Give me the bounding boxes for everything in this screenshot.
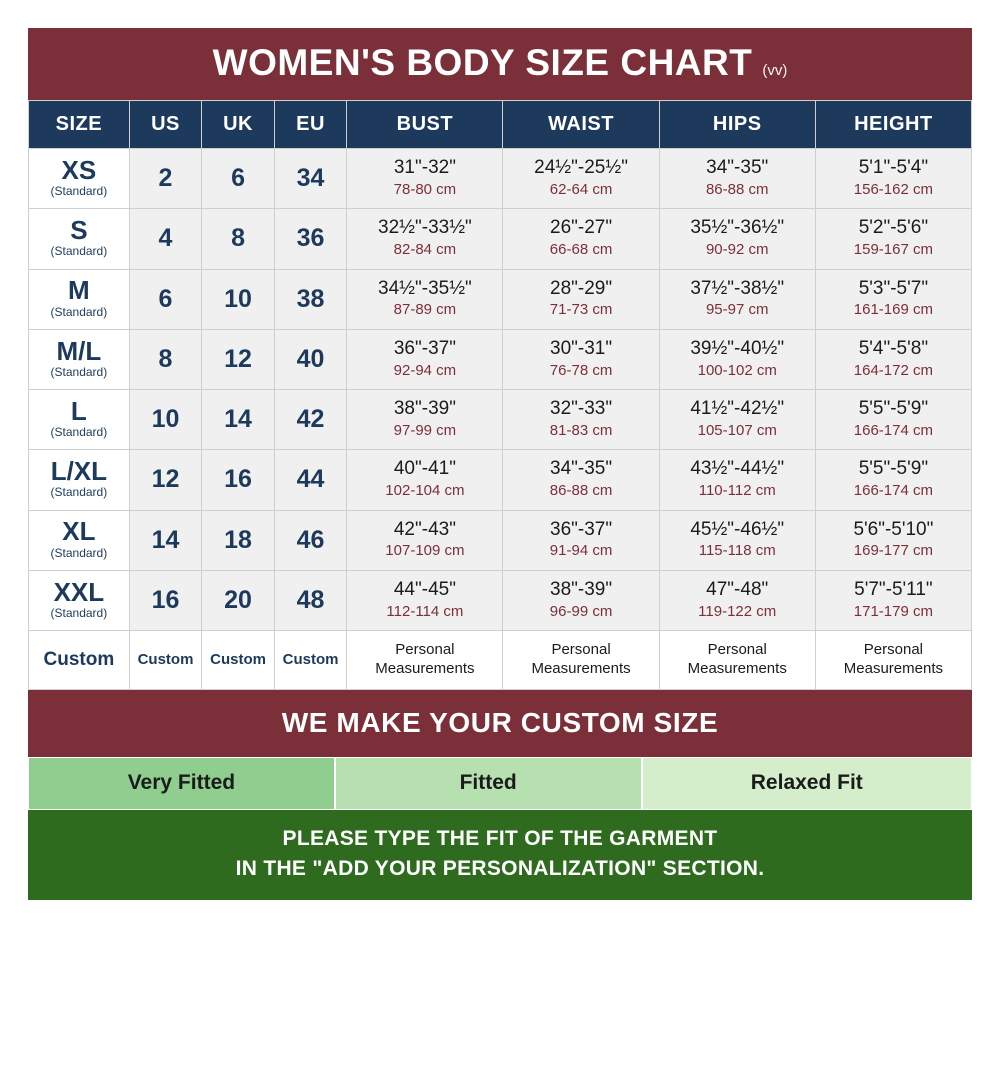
cell-size-custom [29,631,130,690]
height-inches: 5'4"-5'8" [858,337,929,359]
cell-uk: 8 [202,209,275,269]
cell-waist [503,209,659,269]
cell-us: 16 [129,570,202,630]
size-label: L [70,395,87,426]
column-header-eu: EU [274,101,347,149]
size-label: XL [62,516,96,547]
bust-inches: 38"-39" [393,398,456,419]
waist-cm: 71-73 cm [549,301,613,319]
cell-waist [503,450,659,510]
cell-bust [347,329,503,389]
hips-cm: 95-97 cm [705,301,769,319]
cell-us: 14 [129,510,202,570]
table-row [29,450,972,510]
waist-custom: Personal Measurements [531,641,631,677]
cell-eu: 34 [274,149,347,209]
height-inches: 5'6"-5'10" [853,518,934,540]
height-inches: 5'2"-5'6" [858,217,929,239]
waist-cm: 62-64 cm [549,180,613,198]
table-row [29,329,972,389]
column-header-height: HEIGHT [815,101,971,149]
fit-options-row [28,757,972,810]
cell-height [815,149,971,209]
chart-title-bar [28,28,972,100]
bust-inches: 42"-43" [393,518,456,540]
cell-waist [503,269,659,329]
custom-size-banner: WE MAKE YOUR CUSTOM SIZE [28,690,972,757]
bust-cm: 78-80 cm [393,180,457,198]
bust-custom: Personal Measurements [375,641,475,677]
bust-inches: 34½"-35½" [378,277,472,299]
table-row [29,209,972,269]
cell-bust [347,269,503,329]
column-header-size: SIZE [29,101,130,149]
hips-inches: 47"-48" [706,578,769,600]
size-label: M/L [56,335,102,366]
hips-cm: 90-92 cm [705,241,769,258]
height-cm: 161-169 cm [853,301,933,319]
hips-cm: 86-88 cm [705,180,769,198]
size-label: XXL [53,576,105,607]
column-header-waist: WAIST [503,101,659,149]
waist-inches: 36"-37" [550,518,613,540]
height-cm: 159-167 cm [853,241,933,258]
cell-hips [659,149,815,209]
size-label: Custom [43,648,115,670]
size-label: M [68,275,90,306]
waist-cm: 96-99 cm [549,602,613,620]
cell-waist [503,570,659,630]
table-row [29,149,972,209]
cell-us: 8 [129,329,202,389]
cell-size [29,570,130,630]
hips-inches: 39½"-40½" [690,337,785,359]
cell-eu-custom: Custom [274,631,347,690]
column-header-hips: HIPS [659,101,815,149]
column-header-uk: UK [202,101,275,149]
height-cm: 169-177 cm [853,542,933,560]
waist-inches: 32"-33" [550,398,613,419]
height-inches: 5'7"-5'11" [854,578,933,600]
fit-option-fitted[interactable]: Fitted [335,757,642,810]
cell-eu: 42 [274,390,347,450]
waist-inches: 28"-29" [550,277,613,299]
bust-cm: 102-104 cm [385,482,465,499]
hips-cm: 110-112 cm [698,482,776,499]
bust-cm: 87-89 cm [393,301,457,319]
height-custom: Personal Measurements [843,641,943,677]
cell-size [29,149,130,209]
cell-uk: 12 [202,329,275,389]
cell-bust-custom [347,631,503,690]
fit-option-relaxed[interactable]: Relaxed Fit [642,757,972,810]
cell-hips [659,269,815,329]
cell-hips [659,329,815,389]
height-cm: 156-162 cm [853,180,933,198]
cell-waist [503,329,659,389]
cell-hips [659,390,815,450]
cell-bust [347,390,503,450]
waist-cm: 76-78 cm [549,361,613,379]
cell-us: 6 [129,269,202,329]
cell-bust [347,450,503,510]
cell-height [815,450,971,510]
bust-inches: 31"-32" [393,157,456,178]
cell-waist [503,149,659,209]
cell-size [29,209,130,269]
column-header-bust: BUST [347,101,503,149]
cell-uk: 16 [202,450,275,510]
bust-cm: 97-99 cm [393,421,457,439]
hips-cm: 115-118 cm [698,542,776,560]
cell-uk: 6 [202,149,275,209]
cell-size [29,390,130,450]
table-row [29,570,972,630]
cell-bust [347,510,503,570]
table-header [29,101,972,149]
cell-waist [503,390,659,450]
height-cm: 166-174 cm [853,421,933,439]
waist-cm: 66-68 cm [549,241,613,258]
size-note: (Standard) [50,184,108,199]
waist-inches: 24½"-25½" [534,157,628,178]
height-inches: 5'1"-5'4" [858,157,929,178]
table-row [29,510,972,570]
cell-hips [659,450,815,510]
waist-cm: 81-83 cm [549,421,613,439]
size-note: (Standard) [50,244,108,259]
height-cm: 171-179 cm [853,602,933,620]
cell-us: 12 [129,450,202,510]
bust-cm: 82-84 cm [393,241,457,258]
cell-uk-custom: Custom [202,631,275,690]
cell-eu: 36 [274,209,347,269]
height-cm: 166-174 cm [853,482,933,499]
cell-height [815,329,971,389]
waist-inches: 30"-31" [550,337,613,359]
size-note: (Standard) [50,605,108,620]
cell-hips [659,570,815,630]
table-row [29,390,972,450]
cell-uk: 14 [202,390,275,450]
cell-uk: 18 [202,510,275,570]
size-label: XS [61,154,97,185]
cell-bust [347,209,503,269]
cell-hips-custom [659,631,815,690]
personalization-note [28,810,972,901]
hips-inches: 37½"-38½" [690,277,785,299]
size-label: S [70,215,88,246]
bust-inches: 40"-41" [393,458,456,480]
hips-inches: 35½"-36½" [690,217,785,239]
cell-eu: 44 [274,450,347,510]
bust-cm: 92-94 cm [393,361,457,379]
cell-eu: 46 [274,510,347,570]
waist-cm: 86-88 cm [549,482,613,499]
personalization-note-line1: PLEASE TYPE THE FIT OF THE GARMENT [282,826,718,850]
hips-inches: 43½"-44½" [690,458,785,480]
size-chart-table [28,100,972,690]
hips-inches: 45½"-46½" [690,518,785,540]
waist-inches: 34"-35" [550,458,613,480]
waist-cm: 91-94 cm [549,542,613,560]
cell-size [29,269,130,329]
page-title: WOMEN'S BODY SIZE CHART [212,42,753,83]
fit-option-very-fitted[interactable]: Very Fitted [28,757,335,810]
bust-cm: 107-109 cm [385,542,465,560]
hips-inches: 41½"-42½" [690,398,785,419]
hips-cm: 100-102 cm [697,361,777,379]
size-note: (Standard) [50,485,108,500]
cell-us: 2 [129,149,202,209]
hips-cm: 119-122 cm [698,602,777,620]
height-inches: 5'3"-5'7" [858,277,929,299]
cell-height [815,209,971,269]
cell-eu: 38 [274,269,347,329]
size-note: (Standard) [50,425,108,440]
height-inches: 5'5"-5'9" [858,458,929,480]
hips-cm: 105-107 cm [697,421,777,439]
title-suffix: (vv) [762,62,788,79]
cell-size [29,450,130,510]
cell-us: 4 [129,209,202,269]
header-row [29,101,972,149]
table-row-custom [29,631,972,690]
cell-bust [347,570,503,630]
cell-height [815,390,971,450]
cell-height-custom [815,631,971,690]
bust-cm: 112-114 cm [386,602,464,620]
height-inches: 5'5"-5'9" [858,398,929,419]
cell-height [815,510,971,570]
waist-inches: 26"-27" [550,217,613,239]
cell-hips [659,510,815,570]
bust-inches: 36"-37" [393,337,456,359]
size-label: L/XL [50,456,108,487]
cell-eu: 48 [274,570,347,630]
cell-hips [659,209,815,269]
hips-custom: Personal Measurements [687,641,787,677]
bust-inches: 32½"-33½" [378,217,472,239]
table-body [29,149,972,690]
cell-height [815,570,971,630]
table-row [29,269,972,329]
cell-uk: 20 [202,570,275,630]
cell-uk: 10 [202,269,275,329]
cell-us-custom: Custom [129,631,202,690]
size-note: (Standard) [50,304,108,319]
hips-inches: 34"-35" [706,157,769,178]
cell-us: 10 [129,390,202,450]
cell-waist-custom [503,631,659,690]
cell-bust [347,149,503,209]
cell-height [815,269,971,329]
column-header-us: US [129,101,202,149]
cell-eu: 40 [274,329,347,389]
waist-inches: 38"-39" [550,578,613,600]
cell-size [29,329,130,389]
cell-waist [503,510,659,570]
height-cm: 164-172 cm [853,361,933,379]
bust-inches: 44"-45" [393,578,456,600]
personalization-note-line2: IN THE "ADD YOUR PERSONALIZATION" SECTION. [235,856,765,880]
cell-size [29,510,130,570]
size-note: (Standard) [50,364,108,379]
size-note: (Standard) [50,545,108,560]
